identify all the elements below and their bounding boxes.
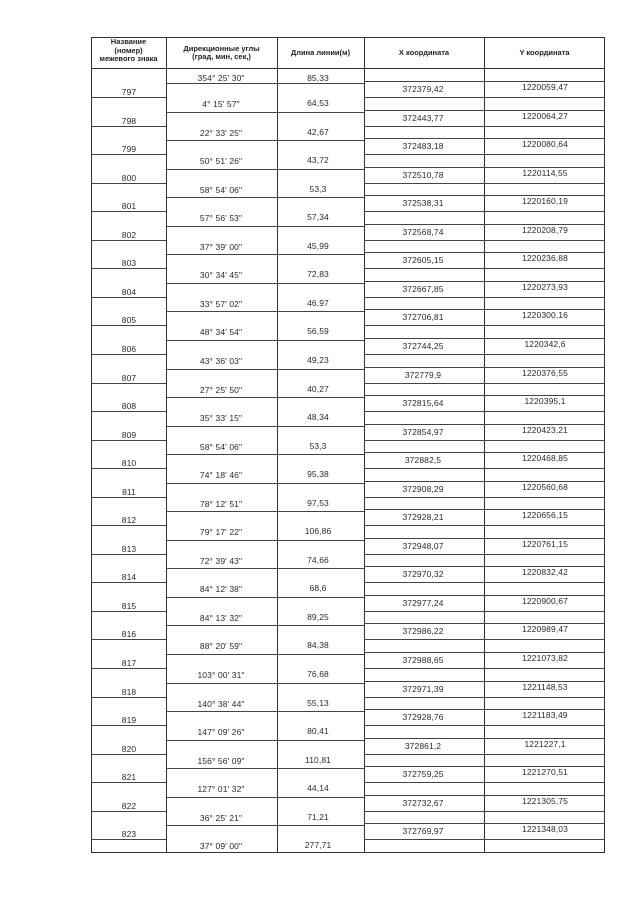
- y-coordinate: 1221148,53: [522, 681, 568, 692]
- row-line: [91, 697, 166, 698]
- segment-angle: 48° 34' 54": [199, 327, 243, 338]
- point-name: 804: [121, 286, 137, 297]
- row-line: [91, 440, 166, 441]
- y-coordinate: 1220080,64: [522, 139, 568, 150]
- segment-length: 57,34: [307, 212, 329, 223]
- x-coordinate: 372667,85: [402, 283, 444, 294]
- row-line: [166, 825, 364, 826]
- row-line: [166, 768, 364, 769]
- segment-angle: 58° 54' 06": [199, 184, 243, 195]
- x-coordinate: 372759,25: [402, 769, 444, 780]
- point-name: 803: [121, 258, 137, 269]
- row-line: [364, 639, 605, 640]
- row-line: [91, 183, 166, 184]
- segment-length: 68,6: [309, 583, 327, 594]
- x-coordinate: 372988,65: [402, 655, 444, 665]
- point-name: 808: [121, 401, 137, 412]
- y-coordinate: 1220761,15: [522, 538, 568, 549]
- segment-length: 56,59: [307, 326, 329, 337]
- row-line: [166, 597, 364, 598]
- y-coordinate: 1220395,1: [524, 396, 566, 407]
- point-name: 817: [121, 658, 137, 668]
- row-line: [364, 525, 605, 526]
- segment-angle: 103° 00' 31": [197, 670, 245, 680]
- row-line: [166, 454, 364, 455]
- header-line: Дирекционные углы: [183, 43, 260, 53]
- x-coordinate: 372854,97: [402, 426, 444, 437]
- row-line: [364, 468, 605, 469]
- segment-angle: 156° 56' 09": [197, 755, 245, 766]
- row-line: [91, 782, 166, 783]
- segment-angle: 43° 36' 03": [199, 355, 243, 366]
- row-line: [364, 697, 605, 698]
- y-coordinate: 1220468,85: [522, 453, 568, 464]
- row-line: [166, 740, 364, 741]
- row-line: [166, 254, 364, 255]
- row-line: [364, 839, 605, 840]
- x-coordinate: 372568,74: [402, 226, 444, 237]
- x-coordinate: 372928,21: [402, 512, 444, 523]
- y-coordinate: 1220656,15: [522, 510, 568, 521]
- y-coordinate: 1221227,1: [524, 738, 566, 749]
- segment-length: 76,68: [307, 669, 329, 679]
- point-name: 818: [121, 686, 137, 697]
- x-coordinate: 372732,67: [402, 797, 444, 808]
- x-coordinate: 372744,25: [402, 340, 444, 351]
- segment-length: 72,83: [307, 269, 329, 280]
- segment-angle: 50° 51' 26": [199, 156, 243, 167]
- point-name: 806: [121, 343, 137, 354]
- row-line: [166, 397, 364, 398]
- segment-angle: 58° 54' 06": [199, 441, 243, 452]
- column-divider: [277, 37, 278, 853]
- point-name: 822: [121, 800, 137, 811]
- row-line: [364, 497, 605, 498]
- header-point-name: [91, 38, 166, 64]
- y-coordinate: 1221183,49: [522, 710, 568, 721]
- x-coordinate: 372928,76: [402, 712, 444, 723]
- segment-length: 95,38: [307, 469, 329, 480]
- y-coordinate: 1220236,88: [522, 253, 568, 264]
- segment-length: 53,3: [309, 183, 327, 194]
- row-line: [91, 268, 166, 269]
- point-name: 813: [121, 543, 137, 554]
- x-coordinate: 372379,42: [402, 84, 444, 94]
- segment-length: 49,23: [307, 354, 329, 365]
- segment-length: 277,71: [304, 840, 332, 851]
- row-line: [364, 211, 605, 212]
- segment-angle: 4° 15' 57": [202, 99, 240, 109]
- segment-length: 48,34: [307, 412, 329, 423]
- row-line: [91, 668, 166, 669]
- row-line: [91, 411, 166, 412]
- point-name: 801: [121, 201, 137, 212]
- segment-length: 74,66: [307, 554, 329, 565]
- y-coordinate: 1220160,19: [522, 196, 568, 207]
- segment-angle: 79° 17' 22": [199, 527, 243, 538]
- row-line: [364, 411, 605, 412]
- row-line: [166, 112, 364, 113]
- row-line: [364, 268, 605, 269]
- x-coordinate: 372882,5: [404, 455, 442, 466]
- segment-length: 40,27: [307, 383, 329, 394]
- header-y: Y координата: [519, 47, 570, 57]
- row-line: [91, 297, 166, 298]
- header-line: (град, мин, сек,): [192, 51, 251, 61]
- row-line: [364, 754, 605, 755]
- row-line: [166, 140, 364, 141]
- row-line: [364, 668, 605, 669]
- segment-angle: 354° 25' 30": [197, 73, 245, 83]
- y-coordinate: 1220900,67: [522, 595, 568, 606]
- row-line: [166, 83, 364, 84]
- y-coordinate: 1220273,93: [522, 281, 568, 292]
- row-line: [166, 283, 364, 284]
- row-line: [364, 440, 605, 441]
- segment-length: 97,53: [307, 497, 329, 508]
- point-name: 814: [121, 572, 137, 583]
- row-line: [91, 97, 166, 98]
- header-line: Название: [110, 37, 147, 46]
- row-line: [91, 525, 166, 526]
- y-coordinate: 1220832,42: [522, 567, 568, 578]
- segment-length: 46,97: [307, 297, 329, 308]
- header-divider: [91, 68, 605, 69]
- row-line: [364, 383, 605, 384]
- segment-angle: 57° 56' 53": [199, 213, 243, 224]
- row-line: [166, 169, 364, 170]
- segment-angle: 147° 09' 26": [197, 727, 245, 738]
- point-name: 821: [121, 772, 137, 783]
- segment-angle: 140° 38' 44": [197, 698, 245, 709]
- segment-angle: 72° 39' 43": [199, 555, 243, 566]
- segment-length: 42,67: [307, 126, 329, 137]
- column-divider: [484, 37, 485, 853]
- x-coordinate: 372977,24: [402, 597, 444, 608]
- y-coordinate: 1221073,82: [522, 653, 568, 663]
- segment-length: 43,72: [307, 155, 329, 166]
- row-line: [166, 483, 364, 484]
- row-line: [91, 126, 166, 127]
- row-line: [91, 154, 166, 155]
- y-coordinate: 1220342,6: [524, 338, 566, 349]
- segment-angle: 36° 25' 21": [199, 812, 243, 823]
- segment-angle: 35° 33' 15": [199, 413, 243, 424]
- segment-length: 45,99: [307, 240, 329, 251]
- row-line: [364, 725, 605, 726]
- point-name: 810: [121, 458, 137, 469]
- point-name: 816: [121, 629, 137, 640]
- x-coordinate: 372815,64: [402, 398, 444, 409]
- x-coordinate: 372861,2: [404, 740, 442, 751]
- row-line: [91, 754, 166, 755]
- x-coordinate: 372605,15: [402, 255, 444, 266]
- segment-angle: 27° 25' 50": [199, 384, 243, 395]
- row-line: [364, 240, 605, 241]
- header-x: Х координата: [398, 47, 450, 57]
- y-coordinate: 1221305,75: [522, 795, 568, 806]
- row-line: [91, 639, 166, 640]
- row-line: [364, 297, 605, 298]
- x-coordinate: 372948,07: [402, 540, 444, 551]
- point-name: 823: [121, 829, 137, 840]
- row-line: [166, 340, 364, 341]
- row-line: [166, 683, 364, 684]
- row-line: [166, 311, 364, 312]
- row-line: [91, 839, 166, 840]
- row-line: [166, 797, 364, 798]
- segment-angle: 78° 12' 51": [199, 498, 243, 509]
- row-line: [364, 554, 605, 555]
- x-coordinate: 372483,18: [402, 141, 444, 152]
- x-coordinate: 372971,39: [402, 683, 444, 694]
- point-name: 800: [121, 172, 137, 183]
- row-line: [91, 611, 166, 612]
- y-coordinate: 1220114,55: [522, 167, 568, 178]
- segment-angle: 22° 33' 25": [199, 127, 243, 138]
- segment-length: 44,14: [307, 783, 329, 794]
- segment-angle: 84° 12' 38": [199, 584, 243, 595]
- x-coordinate: 372970,32: [402, 569, 444, 580]
- column-divider: [364, 37, 365, 853]
- row-line: [364, 154, 605, 155]
- point-name: 811: [122, 486, 136, 497]
- segment-length: 89,25: [307, 611, 329, 622]
- y-coordinate: 1220059,47: [522, 82, 568, 92]
- row-line: [364, 582, 605, 583]
- row-line: [91, 354, 166, 355]
- segment-length: 106,86: [304, 526, 332, 537]
- segment-length: 80,41: [307, 726, 329, 737]
- y-coordinate: 1220300,16: [522, 310, 568, 321]
- segment-angle: 37° 09' 00": [199, 841, 243, 852]
- x-coordinate: 372779,9: [404, 369, 442, 380]
- point-name: 809: [121, 429, 137, 440]
- segment-length: 110,81: [305, 754, 331, 765]
- point-name: 812: [121, 515, 137, 526]
- segment-length: 84,38: [307, 640, 329, 651]
- segment-angle: 37° 39' 00": [199, 241, 243, 252]
- row-line: [91, 811, 166, 812]
- x-coordinate: 372510,78: [402, 169, 444, 180]
- y-coordinate: 1221270,51: [522, 767, 568, 778]
- point-name: 820: [121, 743, 137, 754]
- row-line: [364, 97, 605, 98]
- segment-length: 55,13: [307, 697, 329, 708]
- y-coordinate: 1220423,21: [522, 424, 568, 435]
- row-line: [91, 240, 166, 241]
- x-coordinate: 372769,97: [402, 826, 444, 837]
- row-line: [364, 354, 605, 355]
- y-coordinate: 1220064,27: [522, 110, 568, 121]
- row-line: [91, 497, 166, 498]
- row-line: [91, 325, 166, 326]
- row-line: [91, 554, 166, 555]
- row-line: [166, 654, 364, 655]
- x-coordinate: 372908,29: [402, 483, 444, 494]
- row-line: [364, 126, 605, 127]
- segment-angle: 30° 34' 45": [199, 270, 243, 281]
- y-coordinate: 1220376,55: [522, 367, 568, 378]
- segment-angle: 88° 20' 59": [199, 641, 243, 652]
- segment-length: 85,33: [307, 73, 329, 83]
- point-name: 797: [121, 87, 137, 97]
- point-name: 799: [121, 144, 137, 155]
- row-line: [91, 582, 166, 583]
- row-line: [166, 511, 364, 512]
- x-coordinate: 372538,31: [402, 198, 444, 209]
- row-line: [91, 468, 166, 469]
- segment-length: 71,21: [307, 811, 329, 822]
- segment-length: 53,3: [309, 440, 327, 451]
- segment-angle: 84° 13' 32": [199, 612, 243, 623]
- point-name: 807: [121, 372, 137, 383]
- row-line: [166, 226, 364, 227]
- row-line: [166, 369, 364, 370]
- row-line: [166, 711, 364, 712]
- row-line: [166, 568, 364, 569]
- y-coordinate: 1221348,03: [522, 824, 568, 835]
- row-line: [364, 782, 605, 783]
- point-name: 798: [121, 115, 137, 126]
- point-name: 805: [121, 315, 137, 326]
- y-coordinate: 1220989,47: [522, 624, 568, 635]
- segment-angle: 74° 18' 46": [199, 470, 243, 481]
- row-line: [166, 540, 364, 541]
- point-name: 802: [121, 229, 137, 240]
- row-line: [91, 383, 166, 384]
- row-line: [91, 211, 166, 212]
- row-line: [91, 725, 166, 726]
- header-angle: [166, 37, 277, 68]
- y-coordinate: 1220208,79: [522, 224, 568, 235]
- row-line: [166, 426, 364, 427]
- segment-angle: 33° 57' 02": [199, 298, 243, 309]
- row-line: [166, 625, 364, 626]
- segment-angle: 127° 01' 32": [197, 784, 245, 795]
- row-line: [364, 811, 605, 812]
- row-line: [364, 183, 605, 184]
- y-coordinate: 1220560,68: [522, 481, 568, 492]
- x-coordinate: 372443,77: [402, 112, 444, 123]
- row-line: [364, 325, 605, 326]
- header-length: Длина линии(м): [290, 47, 351, 57]
- x-coordinate: 372986,22: [402, 626, 444, 637]
- point-name: 815: [121, 600, 137, 611]
- header-line: (номер): [114, 45, 143, 55]
- point-name: 819: [121, 715, 137, 726]
- segment-length: 64,53: [307, 98, 329, 108]
- x-coordinate: 372706,81: [402, 312, 444, 323]
- row-line: [364, 611, 605, 612]
- row-line: [166, 197, 364, 198]
- header-line: межевого знака: [99, 54, 158, 63]
